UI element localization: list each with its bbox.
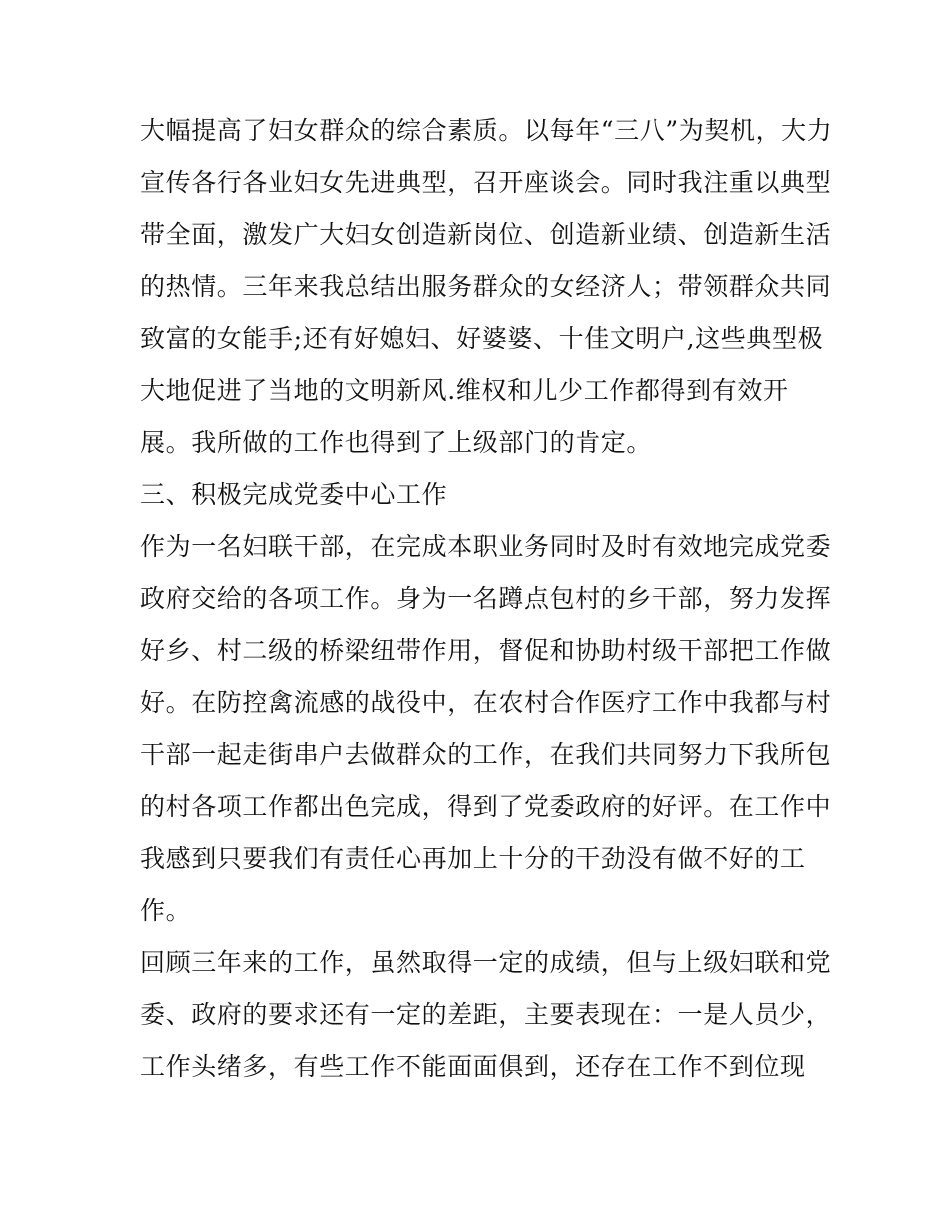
text-line: 大幅提高了妇女群众的综合素质。以每年“三八”为契机，大力 <box>140 116 833 145</box>
text-line: 工作头绪多，有些工作不能面面俱到，还存在工作不到位现 <box>140 1052 806 1081</box>
text-line: 大地促进了当地的文明新风.维权和儿少工作都得到有效开 <box>140 376 789 405</box>
text-line: 作。 <box>140 896 192 925</box>
text-line: 展。我所做的工作也得到了上级部门的肯定。 <box>140 428 653 457</box>
text-line: 回顾三年来的工作，虽然取得一定的成绩，但与上级妇联和党 <box>140 948 832 977</box>
text-line: 作为一名妇联干部，在完成本职业务同时及时有效地完成党委 <box>140 532 832 561</box>
text-line: 干部一起走街串户去做群众的工作，在我们共同努力下我所包 <box>140 740 832 769</box>
text-line: 好乡、村二级的桥梁纽带作用，督促和协助村级干部把工作做 <box>140 636 832 665</box>
text-line: 的热情。三年来我总结出服务群众的女经济人；带领群众共同 <box>140 272 832 301</box>
document-body <box>140 105 833 1093</box>
text-line: 我感到只要我们有责任心再加上十分的干劲没有做不好的工 <box>140 844 806 873</box>
text-line: 致富的女能手;还有好媳妇、好婆婆、十佳文明户,这些典型极 <box>140 324 824 353</box>
text-line: 带全面，激发广大妇女创造新岗位、创造新业绩、创造新生活 <box>140 220 832 249</box>
text-line: 的村各项工作都出色完成，得到了党委政府的好评。在工作中 <box>140 792 832 821</box>
text-line: 委、政府的要求还有一定的差距，主要表现在：一是人员少， <box>140 1000 832 1029</box>
text-line: 宣传各行各业妇女先进典型，召开座谈会。同时我注重以典型 <box>140 168 832 197</box>
text-line: 好。在防控禽流感的战役中，在农村合作医疗工作中我都与村 <box>140 688 832 717</box>
text-line: 政府交给的各项工作。身为一名蹲点包村的乡干部，努力发挥 <box>140 584 832 613</box>
section-heading: 三、积极完成党委中心工作 <box>140 480 448 509</box>
